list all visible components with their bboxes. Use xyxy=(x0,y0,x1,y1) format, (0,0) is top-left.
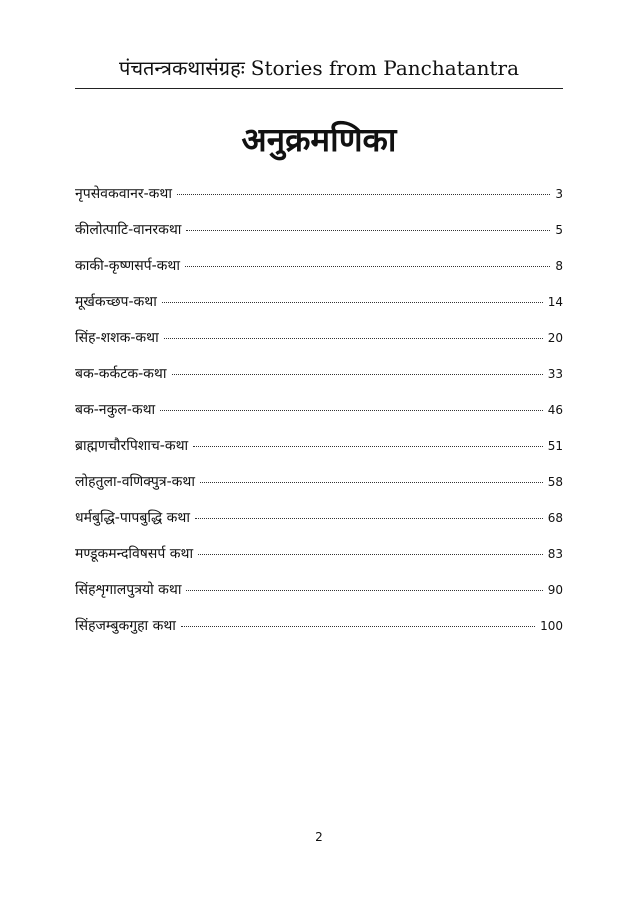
running-header xyxy=(75,48,563,89)
toc-entry[interactable] xyxy=(75,184,563,220)
dot-leader xyxy=(164,338,543,339)
dot-leader xyxy=(193,446,543,447)
toc-entry[interactable] xyxy=(75,292,563,328)
toc-entry[interactable] xyxy=(75,544,563,580)
toc-entry-page: 51 xyxy=(547,439,563,453)
toc-entry-title: सिंहजम्बुकगुहा कथा xyxy=(75,618,176,634)
toc-entry[interactable] xyxy=(75,436,563,472)
toc-entry-page: 83 xyxy=(547,547,563,561)
toc-entry[interactable] xyxy=(75,364,563,400)
toc-entry[interactable] xyxy=(75,328,563,364)
dot-leader xyxy=(195,518,543,519)
toc-entry[interactable] xyxy=(75,220,563,256)
toc-entry-title: मण्डूकमन्दविषसर्प कथा xyxy=(75,546,194,562)
toc-entry-title: बक-नकुल-कथा xyxy=(75,402,156,418)
toc-entry-page: 8 xyxy=(555,259,563,273)
dot-leader xyxy=(200,482,543,483)
toc-entry-page: 68 xyxy=(547,511,563,525)
toc-entry-title: बक-कर्कटक-कथा xyxy=(75,366,167,382)
dot-leader xyxy=(160,410,543,411)
toc-entry-page: 14 xyxy=(547,295,563,309)
toc-entry[interactable] xyxy=(75,616,563,652)
toc-entry-title: लोहतुला-वणिक्पुत्र-कथा xyxy=(75,474,195,490)
dot-leader xyxy=(162,302,543,303)
toc-entry-page: 3 xyxy=(555,187,563,201)
header-sanskrit-title: पंचतन्त्रकथासंग्रहः xyxy=(118,56,245,80)
toc-entry-title: काकी-कृष्णसर्प-कथा xyxy=(75,258,180,274)
toc-entry-title: सिंह-शशक-कथा xyxy=(75,330,159,346)
toc-entry-title: नृपसेवकवानर-कथा xyxy=(75,186,173,202)
toc-entry-page: 46 xyxy=(547,403,563,417)
dot-leader xyxy=(177,194,550,195)
toc-entry-page: 20 xyxy=(547,331,563,345)
toc-entry[interactable] xyxy=(75,400,563,436)
toc-entry-title: धर्मबुद्धि-पापबुद्धि कथा xyxy=(75,510,190,526)
toc-title: अनुक्रमणिका xyxy=(241,120,397,159)
dot-leader xyxy=(181,626,535,627)
toc-entry-title: सिंहशृगालपुत्रयो कथा xyxy=(75,582,182,598)
toc-entry[interactable] xyxy=(75,256,563,292)
toc-entry-title: कीलोत्पाटि-वानरकथा xyxy=(75,222,182,238)
toc-entry[interactable] xyxy=(75,472,563,508)
table-of-contents xyxy=(75,184,563,652)
toc-entry-page: 33 xyxy=(547,367,563,381)
dot-leader xyxy=(186,230,550,231)
toc-entry-page: 5 xyxy=(555,223,563,237)
page-number: 2 xyxy=(315,830,323,844)
dot-leader xyxy=(198,554,543,555)
dot-leader xyxy=(172,374,543,375)
toc-entry-page: 90 xyxy=(547,583,563,597)
toc-entry-page: 100 xyxy=(540,619,563,633)
dot-leader xyxy=(185,266,550,267)
dot-leader xyxy=(186,590,542,591)
toc-entry-title: मूर्खकच्छप-कथा xyxy=(75,294,157,310)
toc-entry[interactable] xyxy=(75,508,563,544)
header-english-title: Stories from Panchatantra xyxy=(250,56,520,80)
toc-entry[interactable] xyxy=(75,580,563,616)
toc-entry-title: ब्राह्मणचौरपिशाच-कथा xyxy=(75,438,189,454)
toc-entry-page: 58 xyxy=(547,475,563,489)
